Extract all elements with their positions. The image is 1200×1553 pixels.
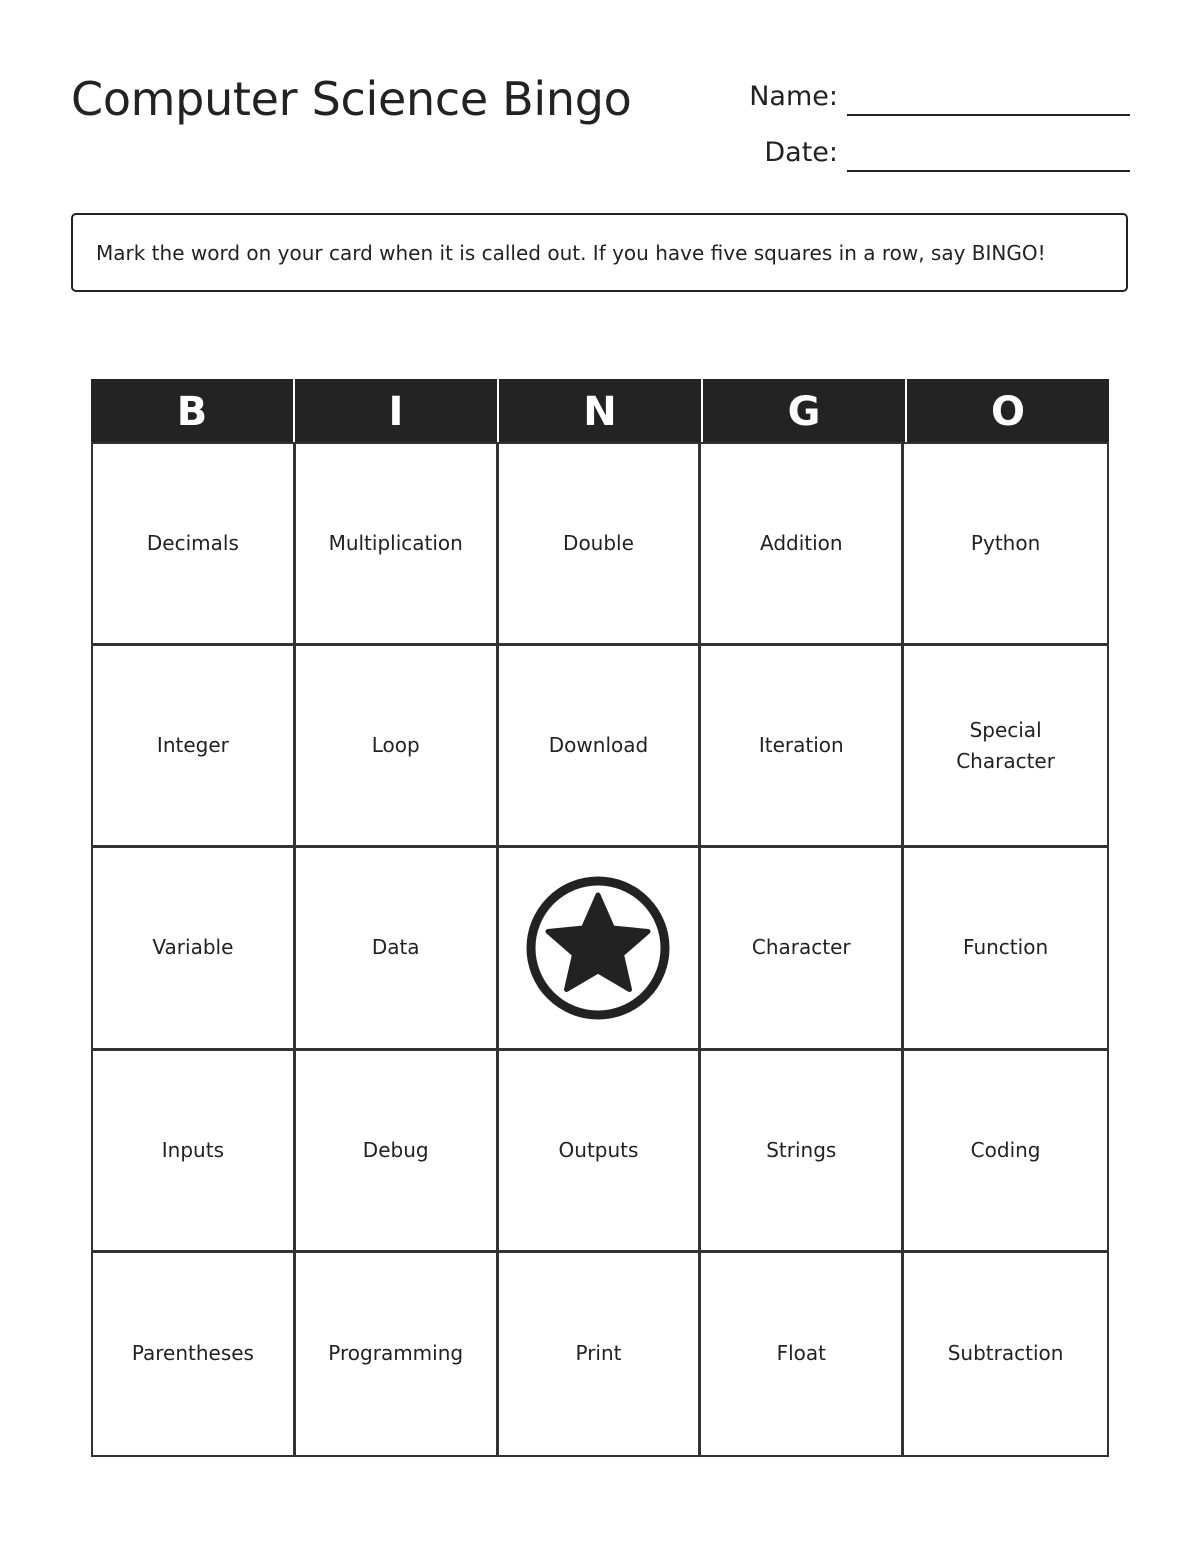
bingo-cell[interactable]: Loop: [296, 646, 499, 848]
bingo-cell[interactable]: Function: [904, 848, 1107, 1050]
bingo-cell[interactable]: Inputs: [93, 1051, 296, 1253]
bingo-header-row: [91, 379, 1109, 442]
header-letter-b: B: [91, 379, 295, 442]
bingo-cell[interactable]: Addition: [701, 444, 904, 646]
bingo-cell[interactable]: Strings: [701, 1051, 904, 1253]
bingo-cell[interactable]: Variable: [93, 848, 296, 1050]
bingo-cell[interactable]: Programming: [296, 1253, 499, 1455]
instructions-text: Mark the word on your card when it is called out. If you have five squares in a row, say BINGO!: [96, 241, 1046, 265]
name-label: Name:: [749, 81, 838, 112]
page-title: Computer Science Bingo: [71, 72, 632, 126]
bingo-cell[interactable]: Debug: [296, 1051, 499, 1253]
bingo-cell[interactable]: Double: [499, 444, 702, 646]
bingo-card: [91, 379, 1109, 1457]
bingo-cell[interactable]: Download: [499, 646, 702, 848]
bingo-cell[interactable]: Multiplication: [296, 444, 499, 646]
bingo-cell[interactable]: Python: [904, 444, 1107, 646]
header-letter-o: O: [990, 388, 1025, 435]
star-icon: [523, 873, 673, 1023]
header-letter-n: N: [499, 379, 703, 442]
bingo-cell[interactable]: Subtraction: [947, 1341, 1064, 1366]
bingo-cell[interactable]: Decimals: [93, 444, 296, 646]
bingo-cell[interactable]: Iteration: [701, 646, 904, 848]
bingo-cell[interactable]: Integer: [93, 646, 296, 848]
bingo-cell[interactable]: Parentheses: [93, 1253, 296, 1455]
free-space-cell: [499, 848, 702, 1050]
header-letter-i: I: [295, 379, 499, 442]
date-field: [700, 122, 1130, 172]
bingo-cell[interactable]: Print: [499, 1253, 702, 1455]
header-letter-g: G: [703, 379, 907, 442]
bingo-cell[interactable]: Special Character: [904, 646, 1107, 848]
bingo-cell[interactable]: Outputs: [499, 1051, 702, 1253]
bingo-cell[interactable]: Float: [701, 1253, 904, 1455]
bingo-cell[interactable]: Coding: [904, 1051, 1107, 1253]
date-label: Date:: [764, 137, 838, 168]
bingo-grid: [91, 442, 1109, 1457]
name-line[interactable]: [847, 114, 1130, 116]
date-line[interactable]: [847, 170, 1130, 172]
name-field: [700, 66, 1130, 116]
bingo-cell[interactable]: Character: [701, 848, 904, 1050]
bingo-cell[interactable]: Data: [296, 848, 499, 1050]
instructions-box: [71, 213, 1128, 292]
